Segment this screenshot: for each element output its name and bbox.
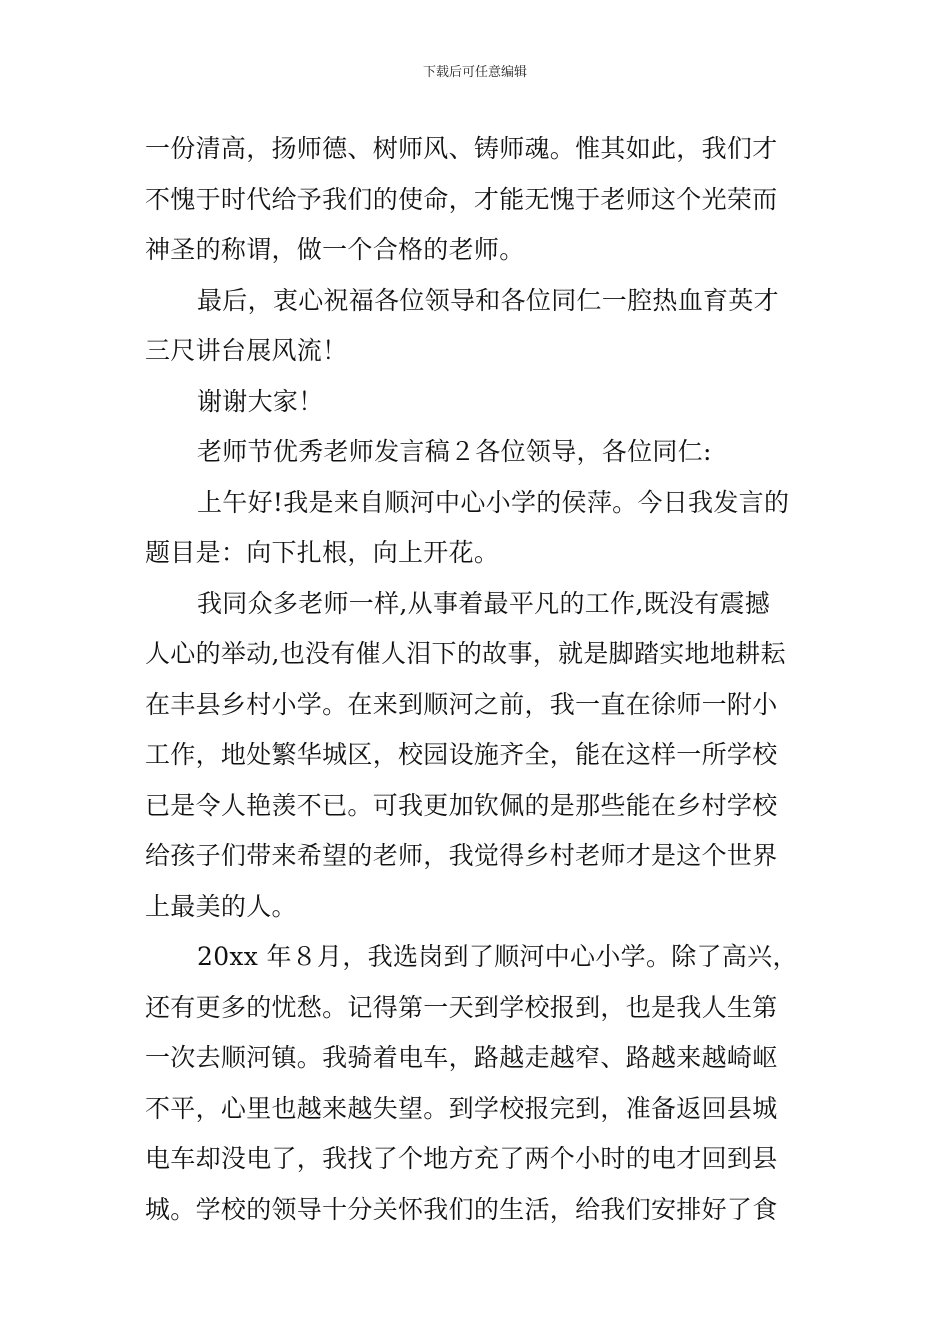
text-line: 不愧于时代给予我们的使命，才能无愧于老师这个光荣而 [145, 184, 778, 214]
text-line: 20xx 年８月，我选岗到了顺河中心小学。除了高兴， [197, 942, 798, 971]
text-line: 神圣的称谓，做一个合格的老师。 [145, 235, 525, 264]
text-line: 一次去顺河镇。我骑着电车，路越走越窄、路越来越崎岖 [145, 1043, 778, 1072]
text-line: 电车却没电了，我找了个地方充了两个小时的电才回到县 [145, 1144, 778, 1173]
text-line: 上午好!我是来自顺河中心小学的侯萍。今日我发言的 [197, 487, 790, 517]
page-header-note: 下载后可任意编辑 [422, 65, 527, 80]
text-line: 三尺讲台展风流！ [145, 336, 348, 365]
text-line: 一份清高，扬师德、树师风、铸师魂。惟其如此，我们才 [145, 134, 778, 163]
text-line: 不平，心里也越来越失望。到学校报完到，准备返回县城 [145, 1093, 778, 1123]
text-line: 城。学校的领导十分关怀我们的生活，给我们安排好了食 [145, 1194, 778, 1224]
text-line: 上最美的人。 [145, 891, 297, 921]
text-line: 题目是：向下扎根，向上开花。 [145, 538, 500, 567]
text-line: 给孩子们带来希望的老师，我觉得乡村老师才是这个世界 [145, 841, 778, 870]
text-line: 人心的举动,也没有催人泪下的故事，就是脚踏实地地耕耘 [145, 639, 786, 668]
text-line: 老师节优秀老师发言稿２各位领导，各位同仁: [197, 437, 712, 466]
text-line: 我同众多老师一样,从事着最平凡的工作,既没有震撼 [197, 588, 771, 618]
text-line: 已是令人艳羡不已。可我更加钦佩的是那些能在乡村学校 [145, 790, 778, 820]
text-line: 工作，地处繁华城区，校园设施齐全，能在这样一所学校 [145, 740, 778, 769]
document-body [145, 124, 810, 1235]
text-line: 在丰县乡村小学。在来到顺河之前，我一直在徐师一附小 [145, 689, 778, 719]
text-line: 谢谢大家！ [197, 386, 324, 416]
text-line: 还有更多的忧愁。记得第一天到学校报到，也是我人生第 [145, 992, 778, 1022]
text-line: 最后，衷心祝福各位领导和各位同仁一腔热血育英才 [197, 285, 779, 315]
